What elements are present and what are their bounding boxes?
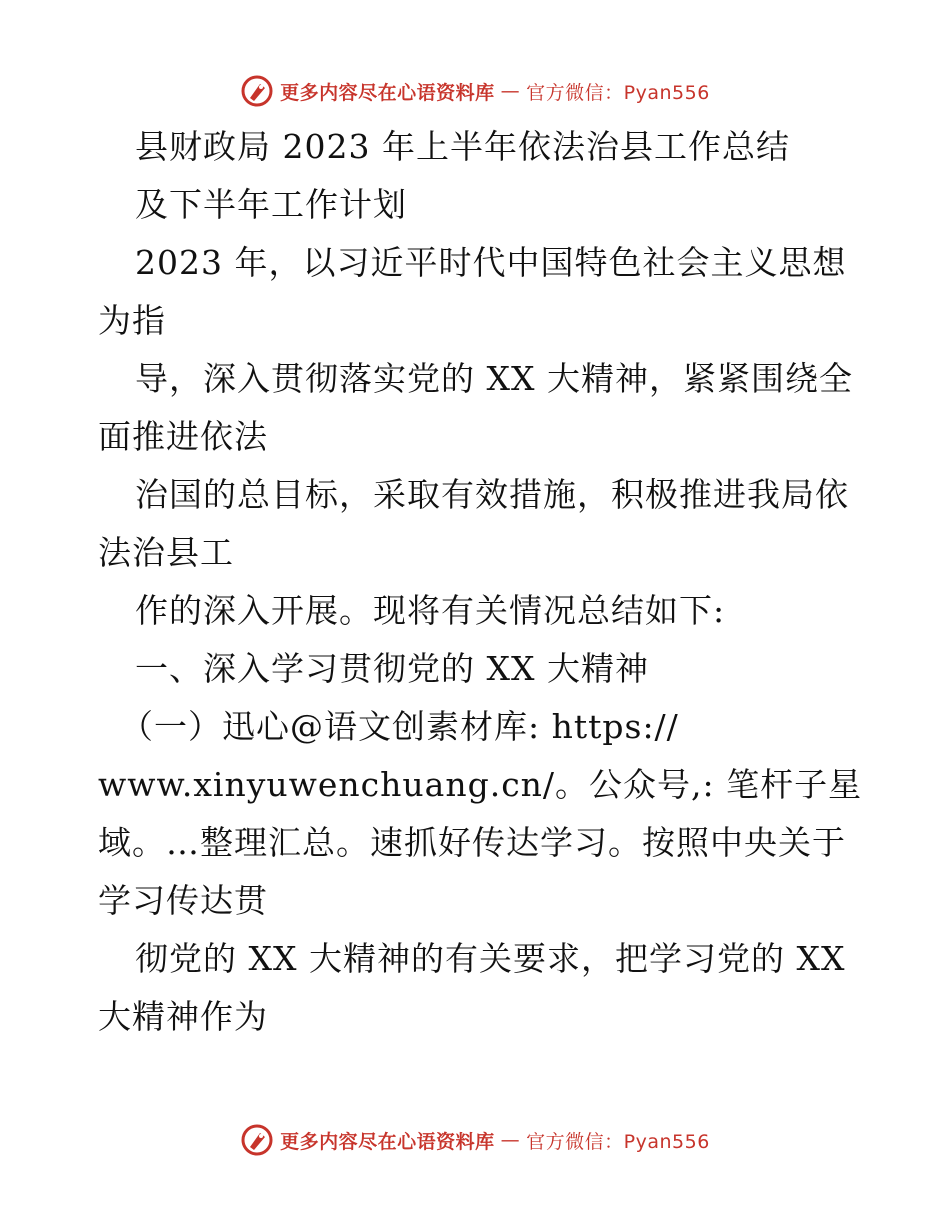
- paragraph-line: 面推进依法: [98, 417, 268, 456]
- document-title-line-2: 及下半年工作计划: [135, 185, 407, 224]
- paragraph-line: 法治县工: [98, 533, 234, 572]
- paragraph-line: 导，深入贯彻落实党的 XX 大精神，紧紧围绕全: [135, 359, 853, 398]
- pen-nib-icon: [240, 74, 274, 108]
- subsection-heading: （一）迅心@语文创素材库: https://: [120, 707, 679, 746]
- paragraph-line: 大精神作为: [98, 997, 268, 1036]
- paragraph-line: www.xinyuwenchuang.cn/。公众号,: 笔杆子星: [98, 765, 863, 804]
- paragraph-line: 治国的总目标，采取有效措施，积极推进我局依: [135, 475, 849, 514]
- paragraph-line: 2023 年，以习近平时代中国特色社会主义思想: [135, 243, 847, 282]
- header-watermark: [0, 71, 950, 111]
- watermark-separator: —: [500, 1129, 521, 1151]
- paragraph-line: 作的深入开展。现将有关情况总结如下:: [135, 591, 726, 630]
- paragraph-line: 彻党的 XX 大精神的有关要求，把学习党的 XX: [135, 939, 846, 978]
- document-title-line-1: 县财政局 2023 年上半年依法治县工作总结: [135, 127, 790, 166]
- paragraph-line: 为指: [98, 301, 166, 340]
- section-heading: 一、深入学习贯彻党的 XX 大精神: [135, 649, 649, 688]
- watermark-suffix: 官方微信：Pyan556: [526, 1130, 710, 1153]
- watermark-brand: 更多内容尽在心语资料库: [280, 1130, 495, 1153]
- pen-nib-icon: [240, 1123, 274, 1157]
- paragraph-line: 域。…整理汇总。速抓好传达学习。按照中央关于: [98, 823, 846, 862]
- paragraph-line: 学习传达贯: [98, 881, 268, 920]
- footer-watermark: [0, 1120, 950, 1160]
- watermark-suffix: 官方微信：Pyan556: [526, 81, 710, 104]
- watermark-brand: 更多内容尽在心语资料库: [280, 81, 495, 104]
- watermark-separator: —: [500, 80, 521, 102]
